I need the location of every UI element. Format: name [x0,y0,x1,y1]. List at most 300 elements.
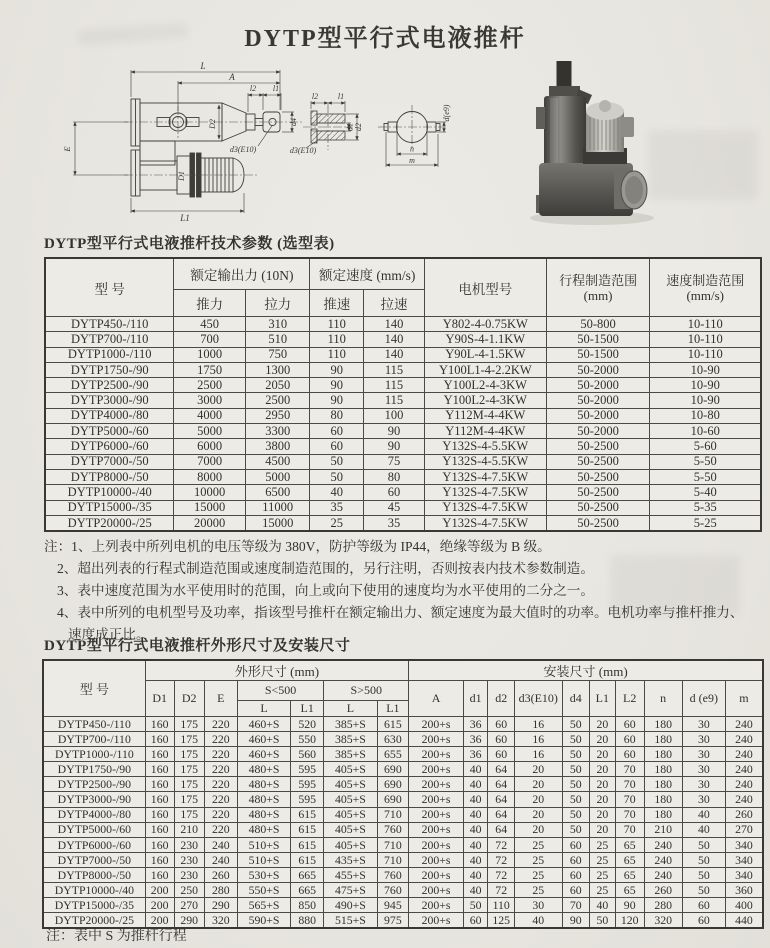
value-cell: 200 [145,883,174,898]
value-cell: 200+s [409,883,464,898]
col-header-s-gt-500: S>500 [324,681,409,701]
value-cell: 175 [174,807,204,822]
value-cell: 75 [364,454,425,469]
value-cell: 1750 [174,362,246,377]
value-cell: 160 [145,867,174,882]
value-cell: 90 [310,393,364,408]
value-cell: 690 [377,762,409,777]
value-cell: 385+S [324,732,377,747]
speed-range-line1: 速度制造范围 [666,272,745,288]
value-cell: 240 [204,837,237,852]
table-row [43,792,763,807]
value-cell: 100 [364,408,425,423]
value-cell: 25 [589,852,615,867]
value-cell: 50-2000 [546,408,650,423]
value-cell: 4500 [245,454,309,469]
table-row [43,807,763,822]
value-cell: 64 [488,792,515,807]
value-cell: 220 [204,792,237,807]
value-cell: 405+S [324,777,377,792]
value-cell: 550 [291,732,324,747]
value-cell: 175 [174,792,204,807]
value-cell: 615 [291,807,324,822]
value-cell: 6000 [174,439,246,454]
value-cell: 700 [174,332,246,347]
value-cell: 240 [725,717,763,732]
value-cell: 210 [644,822,682,837]
value-cell: 60 [488,732,515,747]
value-cell: 60 [562,837,589,852]
value-cell: 70 [615,792,644,807]
col-header-L1-lt: L1 [291,701,324,717]
value-cell: 200+s [409,807,464,822]
value-cell: 175 [174,762,204,777]
table-row [45,408,761,423]
value-cell: 310 [245,317,309,332]
value-cell: 60 [562,883,589,898]
value-cell: 180 [644,732,682,747]
value-cell: 50-2500 [546,469,650,484]
value-cell: 5000 [245,469,309,484]
value-cell: 160 [145,852,174,867]
value-cell: 20 [589,747,615,762]
actuator-stud [557,61,572,88]
value-cell: 7000 [174,454,246,469]
value-cell: 175 [174,747,204,762]
model-cell: DYTP7000-/50 [45,454,174,469]
value-cell: 20 [589,777,615,792]
value-cell: 50 [310,469,364,484]
value-cell: 36 [463,717,487,732]
value-cell: 405+S [324,762,377,777]
value-cell: 160 [145,822,174,837]
value-cell: 90 [310,362,364,377]
model-cell: DYTP4000-/80 [45,408,174,423]
value-cell: 60 [463,913,487,929]
value-cell: 200+s [409,837,464,852]
value-cell: 65 [615,883,644,898]
model-cell: DYTP10000-/40 [45,485,174,500]
value-cell: 40 [463,822,487,837]
value-cell: 110 [310,317,364,332]
note-item: 3、表中速度范围为水平使用时的范围，向上或向下使用的速度均为水平使用的二分之一。 [57,583,594,598]
value-cell: 50-1500 [546,332,650,347]
value-cell: 50-2500 [546,454,650,469]
note-item: 2、超出列表的行程式制造范围或速度制造范围的，另行注明，否则按表内技术参数制造。 [57,561,594,576]
col-header-d2: d2 [488,681,515,717]
value-cell: 45 [364,500,425,515]
value-cell: 455+S [324,867,377,882]
value-cell: 30 [682,732,725,747]
value-cell: 460+S [237,717,290,732]
value-cell: 50-2500 [546,485,650,500]
boss-face-inner [625,176,643,204]
dim-label-d3: d3(E10) [289,146,317,155]
value-cell: 2500 [174,378,246,393]
value-cell: 480+S [237,792,290,807]
spec-table-body [45,317,761,532]
value-cell: 180 [644,762,682,777]
value-cell: 6500 [245,485,309,500]
value-cell: 50-2000 [546,378,650,393]
value-cell: 60 [310,439,364,454]
col-header-pull-force: 拉力 [245,290,309,317]
value-cell: 35 [310,500,364,515]
value-cell: 975 [377,913,409,929]
value-cell: 90 [364,439,425,454]
value-cell: 50 [463,898,487,913]
model-cell: DYTP3000-/90 [43,792,145,807]
value-cell: 30 [682,717,725,732]
value-cell: 50 [562,747,589,762]
value-cell: 16 [515,717,563,732]
value-cell: 260 [725,807,763,822]
value-cell: 25 [589,837,615,852]
value-cell: 280 [644,898,682,913]
value-cell: 200+s [409,898,464,913]
value-cell: 40 [463,883,487,898]
value-cell: Y90S-4-1.1KW [424,332,546,347]
dim-label-E: E [62,146,72,152]
end-view-labels [409,104,451,165]
value-cell: 180 [644,807,682,822]
value-cell: 65 [615,852,644,867]
value-cell: 10-90 [650,378,761,393]
value-cell: 180 [644,792,682,807]
dim-label-L: L [200,61,206,71]
model-cell: DYTP2500-/90 [43,777,145,792]
column-highlight [550,98,558,172]
value-cell: 50 [562,732,589,747]
value-cell: 20 [589,822,615,837]
spec-table [44,257,762,532]
value-cell: 2500 [245,393,309,408]
value-cell: 80 [364,469,425,484]
value-cell: 175 [174,717,204,732]
value-cell: 20 [515,777,563,792]
value-cell: 10-110 [650,347,761,362]
value-cell: 160 [145,762,174,777]
value-cell: 20 [515,792,563,807]
dimension-labels [62,61,298,223]
table-row [43,777,763,792]
value-cell: 40 [463,867,487,882]
value-cell: 65 [615,837,644,852]
value-cell: 20 [589,717,615,732]
value-cell: 1000 [174,347,246,362]
value-cell: 110 [310,347,364,362]
col-header-motor: 电机型号 [424,258,546,317]
col-header-L2: L2 [615,681,644,717]
table-row [45,515,761,531]
col-header-d-e9: d (e9) [682,681,725,717]
value-cell: 110 [488,898,515,913]
value-cell: 60 [682,898,725,913]
value-cell: 220 [204,762,237,777]
value-cell: 200 [145,898,174,913]
dim-table-body [43,717,763,929]
col-header-D2: D2 [174,681,204,717]
value-cell: 175 [174,777,204,792]
value-cell: Y132S-4-7.5KW [424,500,546,515]
value-cell: 125 [488,913,515,929]
value-cell: 40 [463,807,487,822]
dim-label-d1: d1 [345,123,355,131]
value-cell: 60 [364,485,425,500]
value-cell: 50 [589,913,615,929]
value-cell: 60 [562,867,589,882]
value-cell: 200+s [409,852,464,867]
value-cell: 710 [377,837,409,852]
col-header-n: n [644,681,682,717]
value-cell: 10-110 [650,332,761,347]
value-cell: 50 [562,762,589,777]
value-cell: 60 [488,747,515,762]
value-cell: 20 [515,822,563,837]
value-cell: 270 [174,898,204,913]
value-cell: Y802-4-0.75KW [424,317,546,332]
value-cell: 50-800 [546,317,650,332]
value-cell: 510 [245,332,309,347]
value-cell: 1300 [245,362,309,377]
value-cell: 110 [310,332,364,347]
value-cell: 72 [488,852,515,867]
value-cell: 615 [291,822,324,837]
value-cell: 90 [615,898,644,913]
model-cell: DYTP10000-/40 [43,883,145,898]
value-cell: 40 [463,837,487,852]
value-cell: 5-50 [650,469,761,484]
value-cell: 50 [310,454,364,469]
value-cell: 760 [377,822,409,837]
value-cell: 260 [644,883,682,898]
model-cell: DYTP450-/110 [45,317,174,332]
dim-label-d3: d3(E10) [229,145,257,154]
value-cell: 25 [589,867,615,882]
side-view [131,99,280,197]
value-cell: 220 [204,747,237,762]
value-cell: 590+S [237,913,290,929]
value-cell: 160 [145,732,174,747]
value-cell: 5000 [174,424,246,439]
value-cell: 30 [682,762,725,777]
value-cell: 20 [589,792,615,807]
value-cell: 140 [364,332,425,347]
value-cell: 200+s [409,792,464,807]
stroke-range-line2: (mm) [583,287,613,303]
value-cell: 50 [682,867,725,882]
table-row [43,732,763,747]
value-cell: 50-2000 [546,424,650,439]
value-cell: 160 [145,777,174,792]
value-cell: 40 [682,807,725,822]
value-cell: 595 [291,792,324,807]
value-cell: 20 [515,807,563,822]
col-header-outline-group: 外形尺寸 (mm) [145,660,408,681]
value-cell: 440 [725,913,763,929]
value-cell: 615 [377,717,409,732]
value-cell: 220 [204,732,237,747]
table-row [45,469,761,484]
value-cell: 240 [644,852,682,867]
model-cell: DYTP5000-/60 [43,822,145,837]
table-row [45,439,761,454]
value-cell: 60 [615,732,644,747]
value-cell: 50 [562,807,589,822]
model-cell: DYTP700-/110 [43,732,145,747]
value-cell: 60 [615,747,644,762]
value-cell: 60 [562,852,589,867]
model-cell: DYTP2500-/90 [45,378,174,393]
col-header-push-speed: 推速 [310,290,364,317]
value-cell: 40 [515,913,563,929]
table-row [43,747,763,762]
model-cell: DYTP20000-/25 [45,515,174,531]
value-cell: 880 [291,913,324,929]
table-row [43,717,763,732]
value-cell: 360 [725,883,763,898]
dim-table-caption: DYTP型平行式电液推杆外形尺寸及安装尺寸 [44,638,351,654]
table-row [45,362,761,377]
value-cell: 40 [589,898,615,913]
dimension-table [42,659,764,929]
value-cell: 3300 [245,424,309,439]
dim-label-l1: l1 [337,92,345,101]
value-cell: 565+S [237,898,290,913]
value-cell: 230 [174,837,204,852]
value-cell: 290 [174,913,204,929]
value-cell: 385+S [324,717,377,732]
spec-table-caption: DYTP型平行式电液推杆技术参数 (选型表) [44,236,335,252]
technical-drawing [60,58,532,236]
col-header-m: m [725,681,763,717]
col-header-d1: d1 [463,681,487,717]
model-cell: DYTP6000-/60 [43,837,145,852]
dim-label-de9: d(e9) [442,104,451,122]
value-cell: 160 [145,807,174,822]
col-header-install-group: 安装尺寸 (mm) [409,660,763,681]
value-cell: 50 [682,883,725,898]
value-cell: 10-110 [650,317,761,332]
product-photo [528,55,746,233]
col-header-pull-speed: 拉速 [364,290,425,317]
value-cell: 320 [204,913,237,929]
value-cell: Y132S-4-5.5KW [424,439,546,454]
value-cell: 490+S [324,898,377,913]
value-cell: 50 [562,777,589,792]
value-cell: 50-2000 [546,393,650,408]
value-cell: 200+s [409,762,464,777]
notes-list [44,536,744,646]
value-cell: 10-60 [650,424,761,439]
table-row [43,867,763,882]
value-cell: 70 [615,807,644,822]
value-cell: Y100L2-4-3KW [424,378,546,393]
stroke-footnote: 注：表中 S 为推杆行程 [46,929,187,944]
dim-label-D2: D2 [208,119,217,129]
table-row [45,424,761,439]
dim-label-D1: D1 [177,171,186,181]
value-cell: 11000 [245,500,309,515]
value-cell: 475+S [324,883,377,898]
value-cell: 40 [463,852,487,867]
value-cell: 20 [589,732,615,747]
value-cell: 5-60 [650,439,761,454]
value-cell: 20000 [174,515,246,531]
value-cell: 240 [725,747,763,762]
model-cell: DYTP15000-/35 [45,500,174,515]
value-cell: 240 [644,867,682,882]
value-cell: 35 [364,515,425,531]
value-cell: 320 [644,913,682,929]
value-cell: 340 [725,837,763,852]
value-cell: 405+S [324,822,377,837]
model-cell: DYTP450-/110 [43,717,145,732]
value-cell: 630 [377,732,409,747]
value-cell: 340 [725,867,763,882]
junction-box [621,117,634,137]
value-cell: 180 [644,777,682,792]
value-cell: 200+s [409,913,464,929]
value-cell: 3800 [245,439,309,454]
value-cell: 260 [204,867,237,882]
value-cell: 710 [377,852,409,867]
value-cell: 230 [174,867,204,882]
dim-label-l2: l2 [311,92,319,101]
value-cell: 220 [204,717,237,732]
value-cell: 595 [291,777,324,792]
value-cell: 405+S [324,837,377,852]
table-row [43,898,763,913]
value-cell: 595 [291,762,324,777]
value-cell: 665 [291,883,324,898]
value-cell: 40 [463,762,487,777]
value-cell: 115 [364,378,425,393]
mount-tab-upper [536,107,545,129]
col-header-L-gt: L [324,701,377,717]
value-cell: 20 [589,807,615,822]
col-header-E: E [204,681,237,717]
value-cell: 340 [725,852,763,867]
value-cell: 72 [488,867,515,882]
value-cell: 200+s [409,747,464,762]
col-header-s-lt-500: S<500 [237,681,323,701]
dimension-lines [73,70,294,213]
value-cell: 80 [310,408,364,423]
value-cell: 400 [725,898,763,913]
value-cell: 250 [174,883,204,898]
value-cell: 50 [562,792,589,807]
value-cell: 200 [145,913,174,929]
value-cell: 50 [682,852,725,867]
value-cell: 180 [644,747,682,762]
value-cell: 405+S [324,807,377,822]
value-cell: 240 [204,852,237,867]
value-cell: 480+S [237,762,290,777]
table-row [43,837,763,852]
value-cell: 160 [145,837,174,852]
value-cell: 10000 [174,485,246,500]
value-cell: Y112M-4-4KW [424,424,546,439]
model-cell: DYTP8000-/50 [43,867,145,882]
value-cell: Y112M-4-4KW [424,408,546,423]
value-cell: 50 [562,717,589,732]
value-cell: 480+S [237,807,290,822]
value-cell: 10-90 [650,362,761,377]
table-row [45,378,761,393]
value-cell: 480+S [237,822,290,837]
col-header-model: 型 号 [45,258,174,317]
